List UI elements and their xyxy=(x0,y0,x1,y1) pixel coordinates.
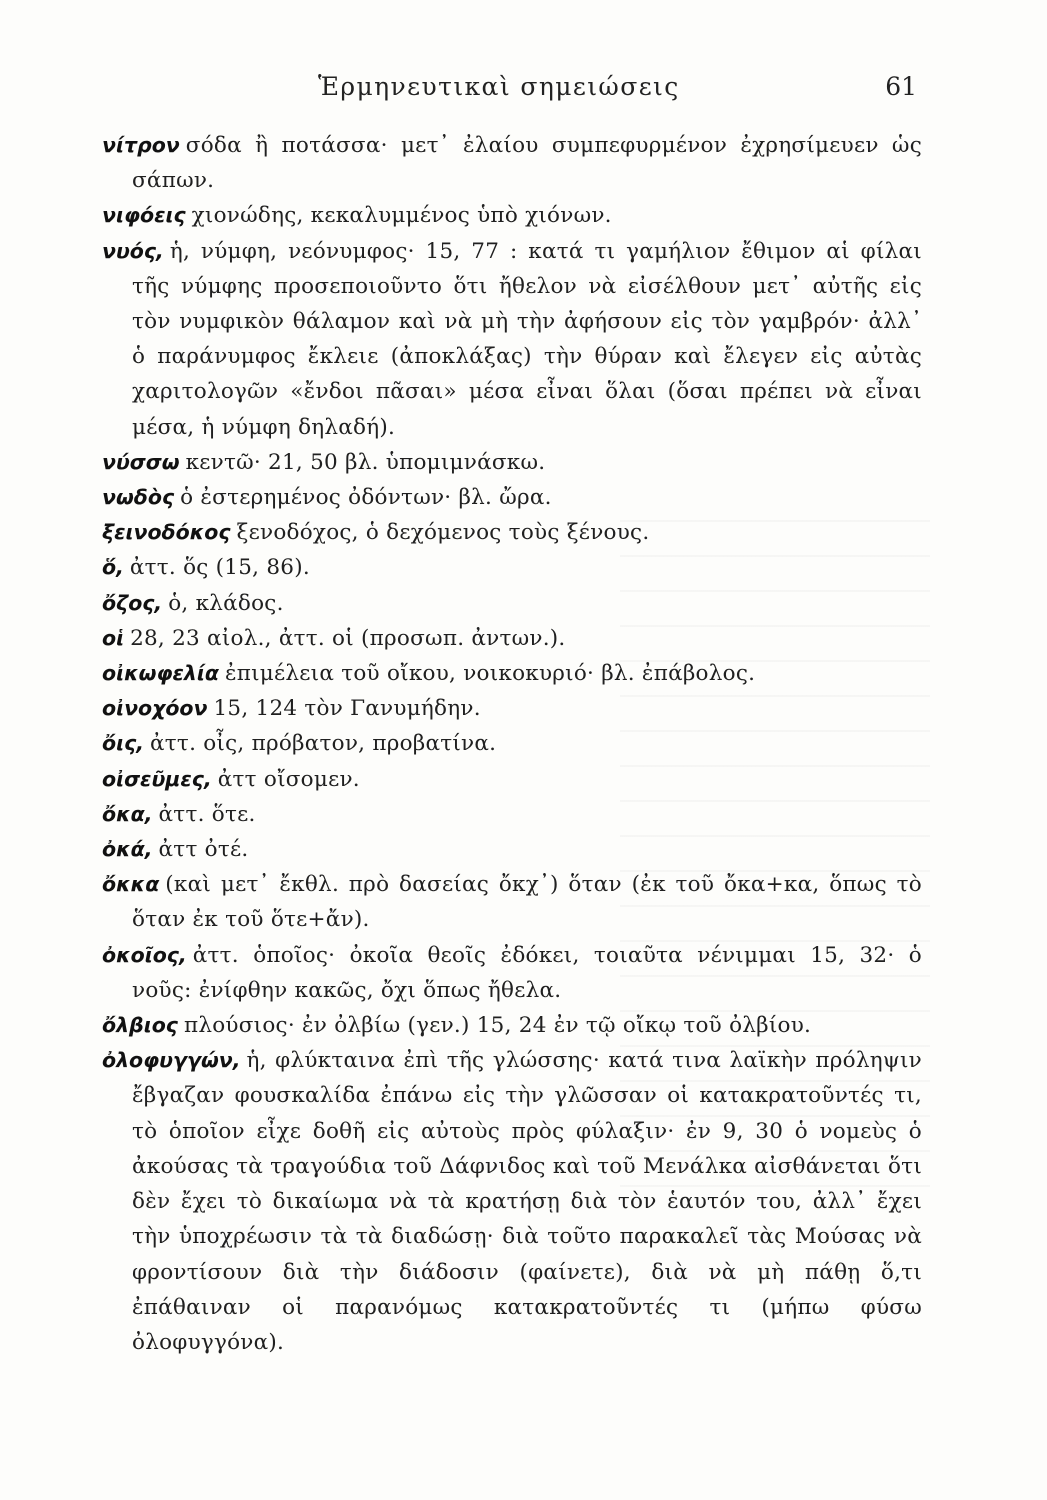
headword: ὅ, xyxy=(102,555,124,580)
headword: οἰνοχόον xyxy=(102,696,208,721)
definition: ἀττ. οἶς, πρόβατον, προβατίνα. xyxy=(150,731,497,757)
definition: ἀττ. ὅτε. xyxy=(158,801,256,827)
headword: οἰκωφελία xyxy=(102,661,219,686)
headword: ὄζος, xyxy=(102,590,163,615)
glossary-entries xyxy=(102,128,922,1360)
entry-ois xyxy=(102,726,922,761)
entry-nodos xyxy=(102,480,922,515)
definition: 15, 124 τὸν Γανυμήδην. xyxy=(213,696,481,722)
headword: νύσσω xyxy=(102,449,180,474)
entry-oka xyxy=(102,797,922,832)
headword: οἱ xyxy=(102,625,125,650)
entry-olofyggon xyxy=(102,1043,922,1360)
page-number: 61 xyxy=(885,72,917,101)
definition: ἀττ ὀτέ. xyxy=(158,837,249,863)
entry-ho xyxy=(102,550,922,585)
entry-okka xyxy=(102,867,922,937)
headword: ὀκά, xyxy=(102,837,153,862)
headword: νιφόεις xyxy=(102,203,186,228)
definition: ἐπιμέλεια τοῦ οἴκου, νοικοκυριό· βλ. ἐπάβολος. xyxy=(224,661,756,687)
entry-nifoeis xyxy=(102,198,922,233)
entry-nitron xyxy=(102,128,922,198)
definition: ξενοδόχος, ὁ δεχόμενος τοὺς ξένους. xyxy=(236,520,650,546)
entry-oinochoon xyxy=(102,691,922,726)
entry-olbios xyxy=(102,1008,922,1043)
definition: πλούσιος· ἐν ὀλβίω (γεν.) 15, 24 ἐν τῷ οἴκῳ τοῦ ὀλβίου. xyxy=(183,1013,812,1039)
definition: (καὶ μετ᾽ ἔκθλ. πρὸ δασείας ὄκχ᾽) ὅταν (ἐκ τοῦ ὄκα+κα, ὅπως τὸ ὅταν ἐκ τοῦ ὅτε+ἄν). xyxy=(132,872,922,933)
entry-ozos xyxy=(102,586,922,621)
definition: ὁ, κλάδος. xyxy=(168,590,284,616)
definition: σόδα ἢ ποτάσσα· μετ᾽ ἐλαίου συμπεφυρμένον ἐχρησίμευεν ὡς σάπων. xyxy=(132,133,922,194)
entry-oiseumes xyxy=(102,762,922,797)
entry-oka-accented xyxy=(102,832,922,867)
headword: νίτρον xyxy=(102,133,180,157)
entry-hoi xyxy=(102,621,922,656)
headword: οἰσεῦμες, xyxy=(102,766,212,791)
definition: 28, 23 αἰολ., ἀττ. οἱ (προσωπ. ἀντων.). xyxy=(130,625,566,651)
definition: ἡ, νύμφη, νεόνυμφος· 15, 77 : κατά τι γαμήλιον ἔθιμον αἱ φίλαι τῆς νύμφης προσεποιοῦντο ὅτι ἤθελον νὰ εἰσέλθουν μετ᾽ αὐτῆς εἰς τὸν νυμφικὸν θάλαμον καὶ νὰ μὴ τὴν ἀφήσουν εἰς τὸν γαμβρόν· ἀλλ᾽ ὁ παράνυμφος ἔκλειε (ἀποκλάξας) τὴν θύραν καὶ ἔλεγεν εἰς αὐτὰς χαριτολογῶν «ἔνδοι πᾶσαι» μέσα εἶναι ὅλαι (ὅσαι πρέπει νὰ εἶναι μέσα, ἡ νύμφη δηλαδή). xyxy=(132,238,922,440)
headword: ὀλοφυγγών, xyxy=(102,1048,241,1073)
definition: κεντῶ· 21, 50 βλ. ὑπομιμνάσκω. xyxy=(185,449,546,475)
entry-oikofelia xyxy=(102,656,922,691)
headword: ὄις, xyxy=(102,731,145,756)
headword: ὄλβιος xyxy=(102,1013,178,1038)
headword: ὀκοῖος, xyxy=(102,942,187,967)
headword: ξεινοδόκος xyxy=(102,520,231,545)
definition: ἀττ οἴσομεν. xyxy=(217,766,360,792)
definition: ἀττ. ὁποῖος· ὀκοῖα θεοῖς ἐδόκει, τοιαῦτα νένιμμαι 15, 32· ὁ νοῦς: ἐνίφθην κακῶς, ὄχι ὅπως ἤθελα. xyxy=(132,942,922,1003)
headword: νυός, xyxy=(102,238,164,263)
headword: νωδὸς xyxy=(102,485,175,510)
definition: ἀττ. ὅς (15, 86). xyxy=(129,555,310,581)
definition: ἡ, φλύκταινα ἐπὶ τῆς γλώσσης· κατά τινα λαϊκὴν πρόληψιν ἔβγαζαν φουσκαλίδα ἐπάνω εἰς τὴν γλῶσσαν οἱ κατακρατοῦντές τι, τὸ ὁποῖον εἶχε δοθῆ εἰς αὐτοὺς πρὸς φύλαξιν· ἐν 9, 30 ὁ νομεὺς ὁ ἀκούσας τὰ τραγούδια τοῦ Δάφνιδος καὶ τοῦ Μενάλκα αἰσθάνεται ὅτι δὲν ἔχει τὸ δικαίωμα νὰ τὰ κρατήσῃ διὰ τὸν ἑαυτόν του, ἀλλ᾽ ἔχει τὴν ὑποχρέωσιν τὰ τὰ διαδώσῃ· διὰ τοῦτο παρακαλεῖ τὰς Μούσας νὰ φροντίσουν διὰ τὴν διάδοσιν (φαίνετε), διὰ νὰ μὴ πάθῃ ὅ,τι ἐπάθαιναν οἱ παρανόμως κατακρατοῦντές τι (μήπω φύσω ὀλοφυγγόνα). xyxy=(132,1048,922,1355)
definition: ὁ ἐστερημένος ὀδόντων· βλ. ὤρα. xyxy=(180,485,552,511)
definition: χιονώδης, κεκαλυμμένος ὑπὸ χιόνων. xyxy=(191,203,612,229)
entry-nyos xyxy=(102,234,922,445)
headword: ὄκκα xyxy=(102,872,160,897)
entry-nysso xyxy=(102,445,922,480)
entry-xeinodokos xyxy=(102,515,922,550)
running-header: Ἑρμηνευτικαὶ σημειώσεις xyxy=(318,72,680,101)
headword: ὄκα, xyxy=(102,801,153,826)
entry-okoios xyxy=(102,938,922,1008)
